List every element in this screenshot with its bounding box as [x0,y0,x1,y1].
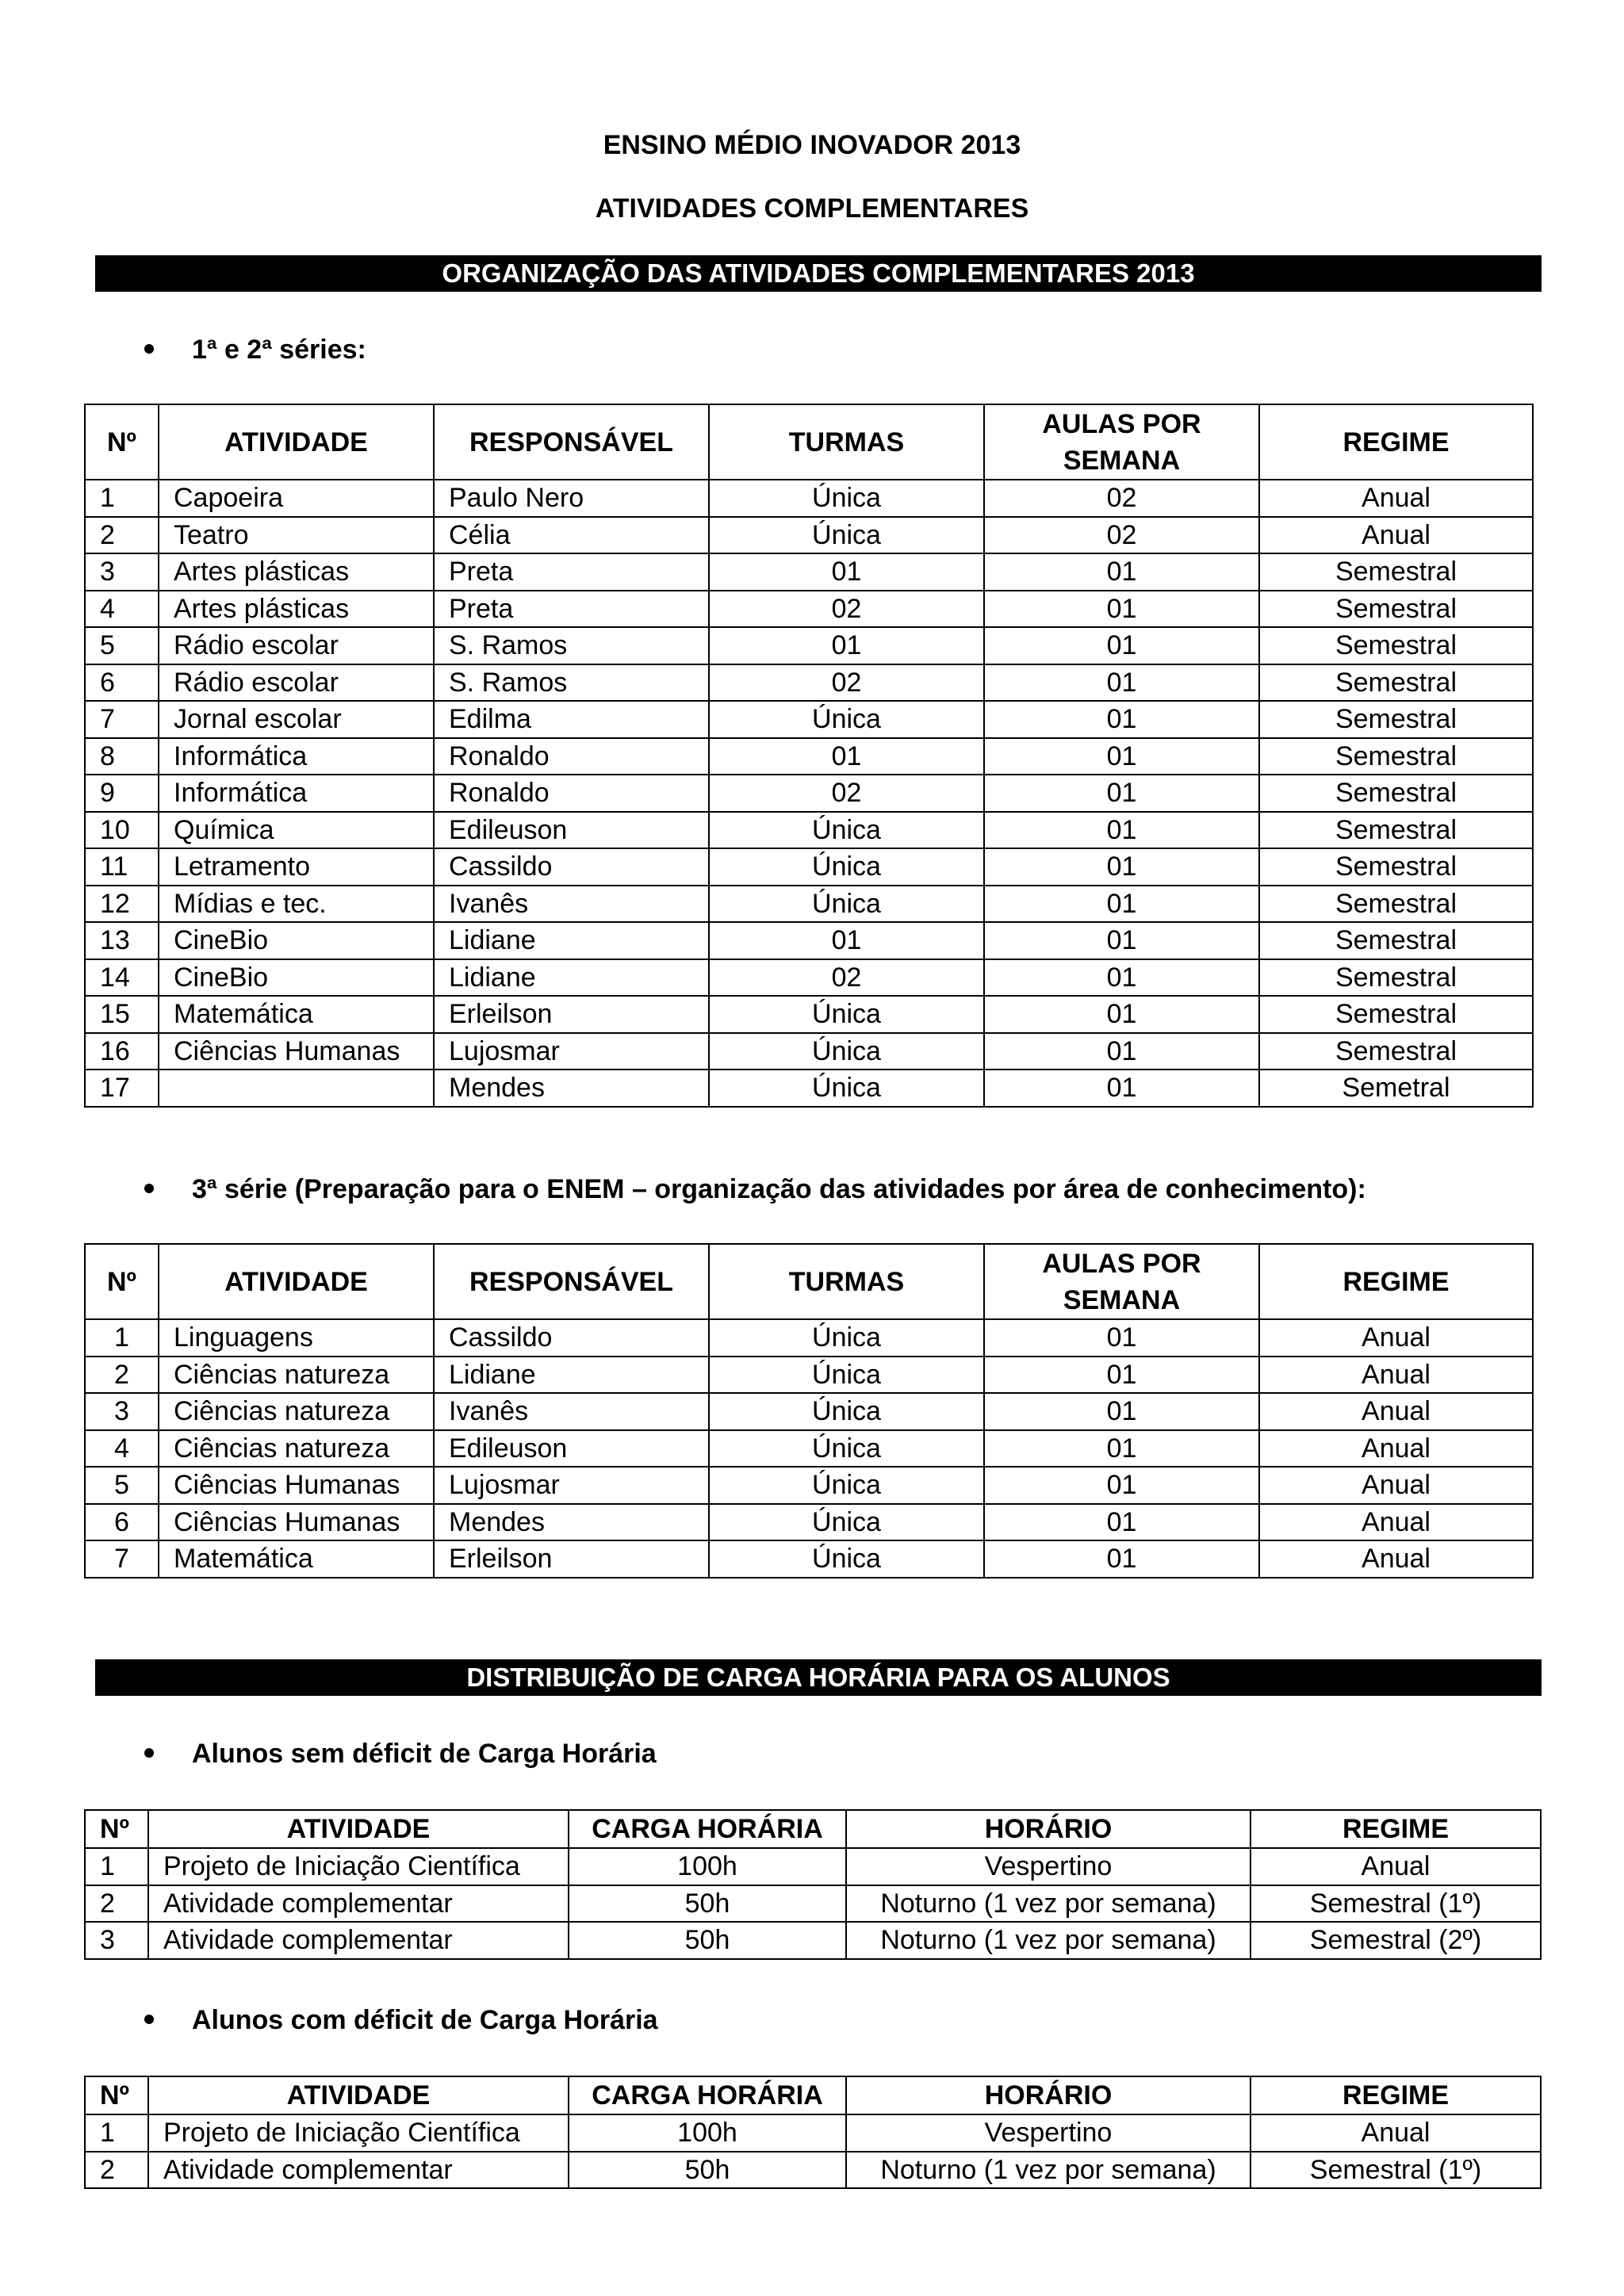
cell-numero: 2 [85,1885,148,1923]
cell-turmas: Única [709,1504,984,1541]
cell-turmas: Única [709,1467,984,1504]
bullet-dot-icon [144,1184,154,1193]
cell-turmas: Única [709,1393,984,1430]
table-header-row [85,1244,1533,1319]
cell-atividade: Artes plásticas [159,591,434,628]
cell-regime: Semestral [1259,996,1533,1033]
cell-numero: 4 [85,1430,159,1468]
cell-regime: Anual [1251,2114,1541,2152]
cell-aulas-por-semana: 02 [984,517,1259,554]
table-row [85,1430,1533,1468]
cell-numero: 2 [85,1357,159,1394]
cell-numero: 14 [85,959,159,997]
cell-aulas-por-semana: 01 [984,701,1259,738]
cell-regime: Semestral (1º) [1251,1885,1541,1923]
cell-regime: Semestral [1259,922,1533,959]
cell-responsavel: Preta [434,591,709,628]
cell-regime: Semestral [1259,553,1533,591]
cell-aulas-por-semana: 01 [984,1319,1259,1357]
cell-atividade: Rádio escolar [159,627,434,664]
cell-numero: 4 [85,591,159,628]
cell-responsavel: Edileuson [434,812,709,849]
cell-carga-horaria: 50h [569,2152,846,2189]
table-row [85,553,1533,591]
header-carga-horaria: CARGA HORÁRIA [569,1810,846,1848]
table-row [85,480,1533,517]
cell-numero: 8 [85,738,159,775]
header-regime: REGIME [1251,1810,1541,1848]
header-numero: Nº [85,1810,148,1848]
cell-aulas-por-semana: 01 [984,591,1259,628]
table-row [85,2114,1541,2152]
cell-atividade: Jornal escolar [159,701,434,738]
cell-aulas-por-semana: 01 [984,1070,1259,1107]
cell-regime: Semestral [1259,812,1533,849]
table-row [85,1319,1533,1357]
table-body [85,480,1533,1107]
bullet-label: Alunos sem déficit de Carga Horária [192,1739,657,1769]
cell-regime: Semestral [1259,738,1533,775]
cell-turmas: 01 [709,738,984,775]
cell-regime: Anual [1251,1848,1541,1885]
cell-numero: 12 [85,886,159,923]
cell-numero: 2 [85,2152,148,2189]
table-sem-deficit [84,1809,1542,1960]
cell-turmas: 01 [709,922,984,959]
header-horario: HORÁRIO [846,1810,1251,1848]
cell-responsavel: Ronaldo [434,775,709,812]
cell-responsavel: Paulo Nero [434,480,709,517]
cell-regime: Semestral [1259,1033,1533,1070]
cell-atividade: Letramento [159,848,434,886]
header-aulas-por-semana [984,404,1259,480]
cell-turmas: 01 [709,627,984,664]
header-atividade: ATIVIDADE [159,1244,434,1319]
cell-regime: Semestral [1259,664,1533,702]
cell-atividade: Ciências natureza [159,1393,434,1430]
cell-responsavel: Erleilson [434,1540,709,1578]
cell-turmas: Única [709,1430,984,1468]
cell-responsavel: Lujosmar [434,1033,709,1070]
cell-numero: 3 [85,553,159,591]
cell-numero: 9 [85,775,159,812]
table-row [85,1357,1533,1394]
section-bar-organizacao: ORGANIZAÇÃO DAS ATIVIDADES COMPLEMENTARES 2013 [95,255,1542,292]
cell-responsavel: Ivanês [434,1393,709,1430]
cell-regime: Semestral (1º) [1251,2152,1541,2189]
cell-regime: Anual [1259,1357,1533,1394]
cell-responsavel: Mendes [434,1070,709,1107]
table-row [85,1070,1533,1107]
table-com-deficit [84,2076,1542,2189]
cell-atividade: Ciências Humanas [159,1033,434,1070]
cell-atividade: Teatro [159,517,434,554]
cell-regime: Semestral [1259,886,1533,923]
cell-numero: 6 [85,664,159,702]
cell-turmas: Única [709,848,984,886]
cell-aulas-por-semana: 01 [984,738,1259,775]
cell-aulas-por-semana: 01 [984,553,1259,591]
cell-turmas: Única [709,1540,984,1578]
cell-regime: Semestral (2º) [1251,1922,1541,1959]
cell-aulas-por-semana: 01 [984,812,1259,849]
cell-atividade: Informática [159,738,434,775]
cell-regime: Anual [1259,1467,1533,1504]
cell-responsavel: Lidiane [434,1357,709,1394]
cell-regime: Anual [1259,1540,1533,1578]
cell-responsavel: Cassildo [434,848,709,886]
section-bar-distribuicao: DISTRIBUIÇÃO DE CARGA HORÁRIA PARA OS ALUNOS [95,1659,1542,1696]
cell-atividade: Artes plásticas [159,553,434,591]
cell-atividade: Atividade complementar [148,1922,569,1959]
cell-regime: Anual [1259,1319,1533,1357]
cell-numero: 6 [85,1504,159,1541]
cell-horario: Noturno (1 vez por semana) [846,1922,1251,1959]
header-numero: Nº [85,2076,148,2114]
cell-turmas: 02 [709,591,984,628]
cell-regime: Anual [1259,1393,1533,1430]
table-row [85,1540,1533,1578]
cell-numero: 7 [85,701,159,738]
table-series-1-2 [84,404,1534,1108]
header-regime: REGIME [1259,404,1533,480]
table-row [85,2152,1541,2189]
table-body [85,1319,1533,1578]
cell-numero: 7 [85,1540,159,1578]
cell-responsavel: Lidiane [434,922,709,959]
bullet-dot-icon [144,344,154,354]
bullet-serie-3 [144,1172,1366,1207]
cell-turmas: Única [709,812,984,849]
cell-numero: 1 [85,2114,148,2152]
table-header-row [85,404,1533,480]
bullet-label: 3ª série (Preparação para o ENEM – organização das atividades por área de conhecimento): [192,1174,1366,1204]
cell-aulas-por-semana: 01 [984,1393,1259,1430]
table-row [85,517,1533,554]
cell-aulas-por-semana: 01 [984,1357,1259,1394]
table-row [85,1885,1541,1923]
cell-horario: Noturno (1 vez por semana) [846,2152,1251,2189]
cell-numero: 11 [85,848,159,886]
cell-turmas: Única [709,886,984,923]
cell-numero: 3 [85,1922,148,1959]
cell-aulas-por-semana: 01 [984,627,1259,664]
cell-regime: Semestral [1259,959,1533,997]
header-turmas: TURMAS [709,1244,984,1319]
cell-responsavel: Cassildo [434,1319,709,1357]
cell-turmas: Única [709,996,984,1033]
header-responsavel: RESPONSÁVEL [434,1244,709,1319]
cell-atividade: Matemática [159,996,434,1033]
cell-turmas: Única [709,1070,984,1107]
bullet-dot-icon [144,2015,154,2024]
cell-aulas-por-semana: 01 [984,1467,1259,1504]
cell-regime: Semestral [1259,848,1533,886]
cell-horario: Noturno (1 vez por semana) [846,1885,1251,1923]
cell-regime: Anual [1259,1504,1533,1541]
cell-atividade: Capoeira [159,480,434,517]
header-carga-horaria: CARGA HORÁRIA [569,2076,846,2114]
cell-numero: 10 [85,812,159,849]
cell-horario: Vespertino [846,2114,1251,2152]
table-row [85,1504,1533,1541]
cell-turmas: 02 [709,959,984,997]
cell-regime: Semestral [1259,701,1533,738]
cell-numero: 16 [85,1033,159,1070]
cell-numero: 17 [85,1070,159,1107]
cell-aulas-por-semana: 02 [984,480,1259,517]
cell-carga-horaria: 100h [569,2114,846,2152]
table-row [85,996,1533,1033]
bullet-series-1-2 [144,332,366,367]
cell-numero: 1 [85,1848,148,1885]
table-row [85,591,1533,628]
cell-atividade: Informática [159,775,434,812]
header-numero: Nº [85,404,159,480]
table-row [85,959,1533,997]
cell-regime: Semetral [1259,1070,1533,1107]
cell-atividade: Ciências Humanas [159,1504,434,1541]
header-aulas-por-semana [984,1244,1259,1319]
table-serie-3 [84,1243,1534,1578]
header-aulas-line2: SEMANA [1063,445,1181,476]
table-body [85,2114,1541,2188]
table-header-row [85,2076,1541,2114]
table-row [85,812,1533,849]
header-regime: REGIME [1259,1244,1533,1319]
cell-atividade: Linguagens [159,1319,434,1357]
document-subtitle: ATIVIDADES COMPLEMENTARES [595,193,1029,224]
header-turmas: TURMAS [709,404,984,480]
bullet-com-deficit [144,2003,658,2038]
cell-aulas-por-semana: 01 [984,1033,1259,1070]
cell-carga-horaria: 100h [569,1848,846,1885]
cell-aulas-por-semana: 01 [984,886,1259,923]
table-row [85,627,1533,664]
table-row [85,738,1533,775]
cell-responsavel: S. Ramos [434,664,709,702]
table-row [85,1922,1541,1959]
header-aulas-line2: SEMANA [1063,1284,1181,1315]
table-row [85,886,1533,923]
cell-aulas-por-semana: 01 [984,959,1259,997]
bullet-sem-deficit [144,1736,657,1771]
cell-turmas: 02 [709,775,984,812]
cell-aulas-por-semana: 01 [984,1540,1259,1578]
cell-atividade: Ciências natureza [159,1357,434,1394]
cell-responsavel: S. Ramos [434,627,709,664]
table-row [85,1393,1533,1430]
cell-turmas: Única [709,1357,984,1394]
cell-turmas: Única [709,517,984,554]
cell-turmas: Única [709,1319,984,1357]
table-row [85,1033,1533,1070]
cell-regime: Anual [1259,480,1533,517]
document-title: ENSINO MÉDIO INOVADOR 2013 [603,130,1021,160]
cell-aulas-por-semana: 01 [984,1504,1259,1541]
cell-atividade [159,1070,434,1107]
cell-carga-horaria: 50h [569,1885,846,1923]
cell-responsavel: Mendes [434,1504,709,1541]
cell-aulas-por-semana: 01 [984,996,1259,1033]
cell-atividade: Projeto de Iniciação Científica [148,1848,569,1885]
cell-turmas: Única [709,1033,984,1070]
cell-aulas-por-semana: 01 [984,775,1259,812]
cell-numero: 13 [85,922,159,959]
cell-responsavel: Ivanês [434,886,709,923]
bullet-dot-icon [144,1748,154,1758]
cell-aulas-por-semana: 01 [984,922,1259,959]
cell-aulas-por-semana: 01 [984,848,1259,886]
cell-atividade: Mídias e tec. [159,886,434,923]
cell-atividade: Ciências natureza [159,1430,434,1468]
cell-numero: 2 [85,517,159,554]
cell-numero: 5 [85,627,159,664]
header-regime: REGIME [1251,2076,1541,2114]
cell-responsavel: Edilma [434,701,709,738]
header-numero: Nº [85,1244,159,1319]
cell-regime: Anual [1259,1430,1533,1468]
table-row [85,1467,1533,1504]
cell-responsavel: Ronaldo [434,738,709,775]
cell-responsavel: Lidiane [434,959,709,997]
cell-atividade: Projeto de Iniciação Científica [148,2114,569,2152]
cell-numero: 1 [85,480,159,517]
cell-aulas-por-semana: 01 [984,664,1259,702]
cell-responsavel: Lujosmar [434,1467,709,1504]
cell-atividade: Química [159,812,434,849]
cell-turmas: Única [709,480,984,517]
table-row [85,664,1533,702]
table-row [85,848,1533,886]
cell-numero: 1 [85,1319,159,1357]
cell-turmas: 02 [709,664,984,702]
header-aulas-line1: AULAS POR [1042,1248,1201,1279]
cell-turmas: 01 [709,553,984,591]
cell-responsavel: Célia [434,517,709,554]
header-atividade: ATIVIDADE [159,404,434,480]
header-atividade: ATIVIDADE [148,1810,569,1848]
cell-atividade: Atividade complementar [148,2152,569,2189]
table-row [85,1848,1541,1885]
cell-atividade: Ciências Humanas [159,1467,434,1504]
cell-responsavel: Edileuson [434,1430,709,1468]
cell-numero: 3 [85,1393,159,1430]
bullet-label: Alunos com déficit de Carga Horária [192,2005,658,2035]
cell-atividade: Rádio escolar [159,664,434,702]
cell-numero: 15 [85,996,159,1033]
cell-atividade: CineBio [159,922,434,959]
cell-regime: Anual [1259,517,1533,554]
cell-numero: 5 [85,1467,159,1504]
header-responsavel: RESPONSÁVEL [434,404,709,480]
header-horario: HORÁRIO [846,2076,1251,2114]
cell-regime: Semestral [1259,591,1533,628]
cell-regime: Semestral [1259,627,1533,664]
cell-carga-horaria: 50h [569,1922,846,1959]
cell-turmas: Única [709,701,984,738]
cell-atividade: Atividade complementar [148,1885,569,1923]
table-row [85,775,1533,812]
cell-atividade: Matemática [159,1540,434,1578]
header-aulas-line1: AULAS POR [1042,408,1201,439]
cell-atividade: CineBio [159,959,434,997]
table-body [85,1848,1541,1959]
header-atividade: ATIVIDADE [148,2076,569,2114]
cell-aulas-por-semana: 01 [984,1430,1259,1468]
cell-regime: Semestral [1259,775,1533,812]
cell-responsavel: Preta [434,553,709,591]
cell-horario: Vespertino [846,1848,1251,1885]
cell-responsavel: Erleilson [434,996,709,1033]
table-row [85,922,1533,959]
bullet-label: 1ª e 2ª séries: [192,335,366,365]
table-row [85,701,1533,738]
table-header-row [85,1810,1541,1848]
